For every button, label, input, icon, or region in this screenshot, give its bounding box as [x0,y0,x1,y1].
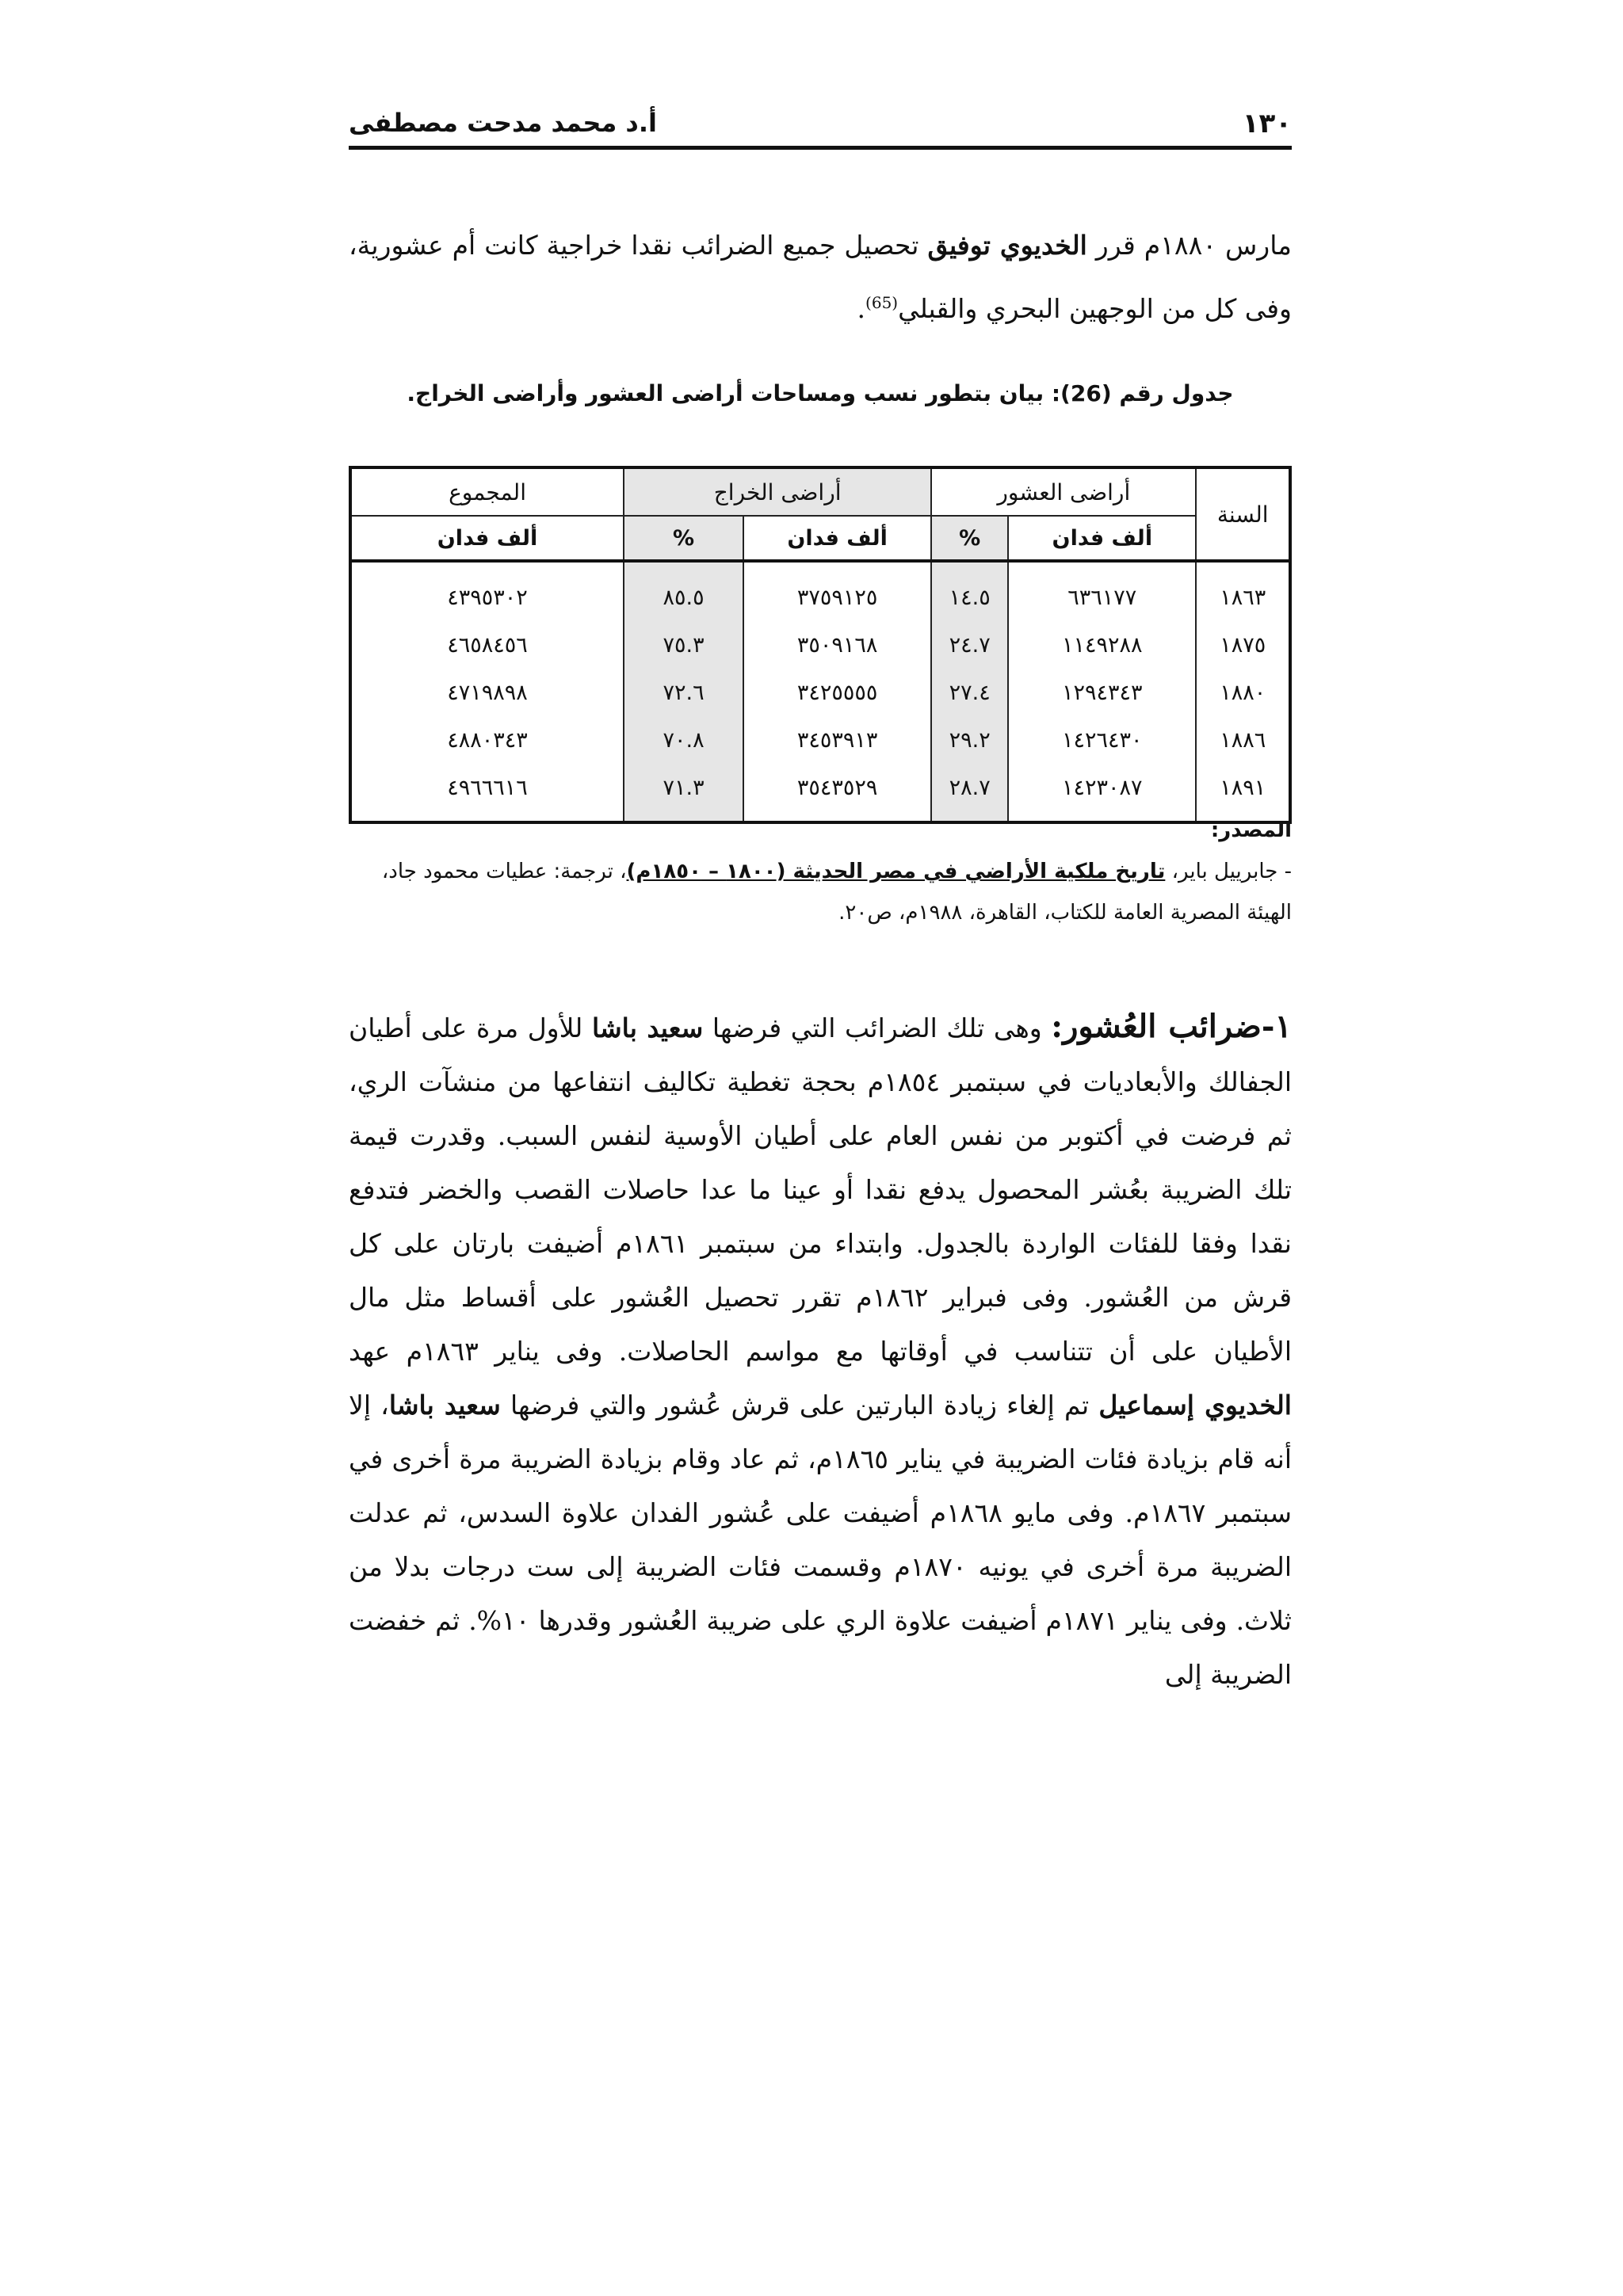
cell-kharaj-pct: ٧١.٣ [624,764,743,822]
page-number: ١٣٠ [1242,108,1292,139]
cell-ushur-area: ١٤٢٦٤٣٠ [1008,716,1196,764]
source-publisher: الهيئة المصرية العامة للكتاب، القاهرة، ١٩٨٨م، ص٢٠. [838,901,1292,925]
section-ushur-taxes [349,1000,1292,1702]
table-row [350,716,1290,764]
footnote-ref[interactable]: (65) [865,293,899,312]
cell-kharaj-pct: ٧٠.٨ [624,716,743,764]
intro-text-3: . [857,293,866,324]
cell-ushur-area: ١١٤٩٢٨٨ [1008,621,1196,669]
cell-ushur-pct: ٢٩.٢ [931,716,1008,764]
cell-kharaj-area: ٣٥٠٩١٦٨ [743,621,931,669]
cell-total: ٤٣٩٥٣٠٢ [350,561,624,621]
cell-ushur-pct: ٢٨.٧ [931,764,1008,822]
section-text-4: ، إلا أنه قام بزيادة فئات الضريبة في يناير ١٨٦٥م، ثم عاد وقام بزيادة الضريبة مرة أخرى في سبتمبر ١٨٦٧م. وفى مايو ١٨٦٨م أضيفت على عُشور الفدان علاوة السدس، ثم عدلت الضريبة مرة أخرى في يونيه ١٨٧٠م وقسمت فئات الضريبة إلى ست درجات بدلا من ثلاث. وفى يناير ١٨٧١م أضيفت علاوة الري على ضريبة العُشور وقدرها ١٠%. ثم خفضت الضريبة إلى [349,1390,1292,1690]
cell-kharaj-pct: ٧٢.٦ [624,669,743,716]
source-citation [349,851,1292,892]
cell-ushur-area: ١٤٢٣٠٨٧ [1008,764,1196,822]
cell-ushur-pct: ٢٧.٤ [931,669,1008,716]
cell-kharaj-pct: ٨٥.٥ [624,561,743,621]
cell-total: ٤٧١٩٨٩٨ [350,669,624,716]
table-source [349,810,1292,933]
header-total: المجموع [350,467,624,516]
intro-bold-khedive: الخديوي توفيق [927,230,1087,261]
bold-said-pasha-1: سعيد باشا [591,1013,704,1043]
cell-kharaj-area: ٣٤٢٥٥٥٥ [743,669,931,716]
cell-kharaj-area: ٣٥٤٣٥٢٩ [743,764,931,822]
author-name: أ.د محمد مدحت مصطفى [349,108,657,138]
header-kharaj: أراضى الخراج [624,467,931,516]
cell-ushur-area: ٦٣٦١٧٧ [1008,561,1196,621]
source-book-title: تاريخ ملكية الأراضي في مصر الحديثة (١٨٠٠ – ١٨٥٠م) [626,860,1166,883]
table-caption: جدول رقم (26): بيان بتطور نسب ومساحات أراضى العشور وأراضى الخراج. [407,380,1234,406]
section-text-3: تم إلغاء زيادة البارتين على قرش عُشور والتي فرضها [500,1390,1099,1421]
table-row [350,669,1290,716]
header-kharaj-area: ألف فدان [743,516,931,561]
table-row [350,621,1290,669]
page-header [349,98,1292,146]
cell-total: ٤٩٦٦٦١٦ [350,764,624,822]
section-heading: ١-ضرائب العُشور: [1051,1008,1292,1045]
cell-year: ١٨٦٣ [1196,561,1290,621]
cell-kharaj-area: ٣٧٥٩١٢٥ [743,561,931,621]
cell-year: ١٨٨٦ [1196,716,1290,764]
section-text-2: للأول مرة على أطيان الجفالك والأبعاديات في سبتمبر ١٨٥٤م بحجة تغطية تكاليف انتفاعها من منشآت الري، ثم فرضت في أكتوبر من نفس العام على أطيان الأوسية لنفس السبب. وقدرت قيمة تلك الضريبة بعُشر المحصول يدفع نقدا أو عينا ما عدا حاصلات القصب والخضر فتدفع نقدا وفقا للفئات الواردة بالجدول. وابتداء من سبتمبر ١٨٦١م أضيفت بارتان على كل قرش من العُشور. وفى فبراير ١٨٦٢م تقرر تحصيل العُشور على أقساط مثل مال الأطيان على أن تتناسب في أوقاتها مع مواسم الحاصلات. وفى يناير ١٨٦٣م عهد [349,1013,1292,1367]
cell-kharaj-pct: ٧٥.٣ [624,621,743,669]
cell-year: ١٨٨٠ [1196,669,1290,716]
cell-year: ١٨٩١ [1196,764,1290,822]
cell-total: ٤٨٨٠٣٤٣ [350,716,624,764]
intro-paragraph [349,214,1292,341]
source-suffix: ، ترجمة: عطيات محمود جاد، [381,860,627,883]
intro-text-1: مارس ١٨٨٠م قرر [1086,230,1292,261]
header-ushur: أراضى العشور [931,467,1196,516]
source-label: المصدر: [1210,818,1292,842]
bold-said-pasha-2: سعيد باشا [388,1390,501,1421]
header-divider [349,146,1292,150]
cell-year: ١٨٧٥ [1196,621,1290,669]
header-ushur-area: ألف فدان [1008,516,1196,561]
land-data-table [349,466,1292,824]
cell-ushur-pct: ١٤.٥ [931,561,1008,621]
intro-text-2: تحصيل جميع الضرائب نقدا خراجية كانت أم عشورية، وفى كل من الوجهين البحري والقبلي [349,230,1292,324]
header-total-area: ألف فدان [350,516,624,561]
header-kharaj-pct: % [624,516,743,561]
section-text-1: وهى تلك الضرائب التي فرضها [703,1013,1052,1043]
header-ushur-pct: % [931,516,1008,561]
table-row [350,561,1290,621]
header-year: السنة [1196,467,1290,561]
cell-kharaj-area: ٣٤٥٣٩١٣ [743,716,931,764]
cell-ushur-pct: ٢٤.٧ [931,621,1008,669]
cell-total: ٤٦٥٨٤٥٦ [350,621,624,669]
cell-ushur-area: ١٢٩٤٣٤٣ [1008,669,1196,716]
source-prefix: - جابرييل باير، [1165,860,1292,883]
bold-khedive-ismail: الخديوي إسماعيل [1098,1390,1292,1421]
